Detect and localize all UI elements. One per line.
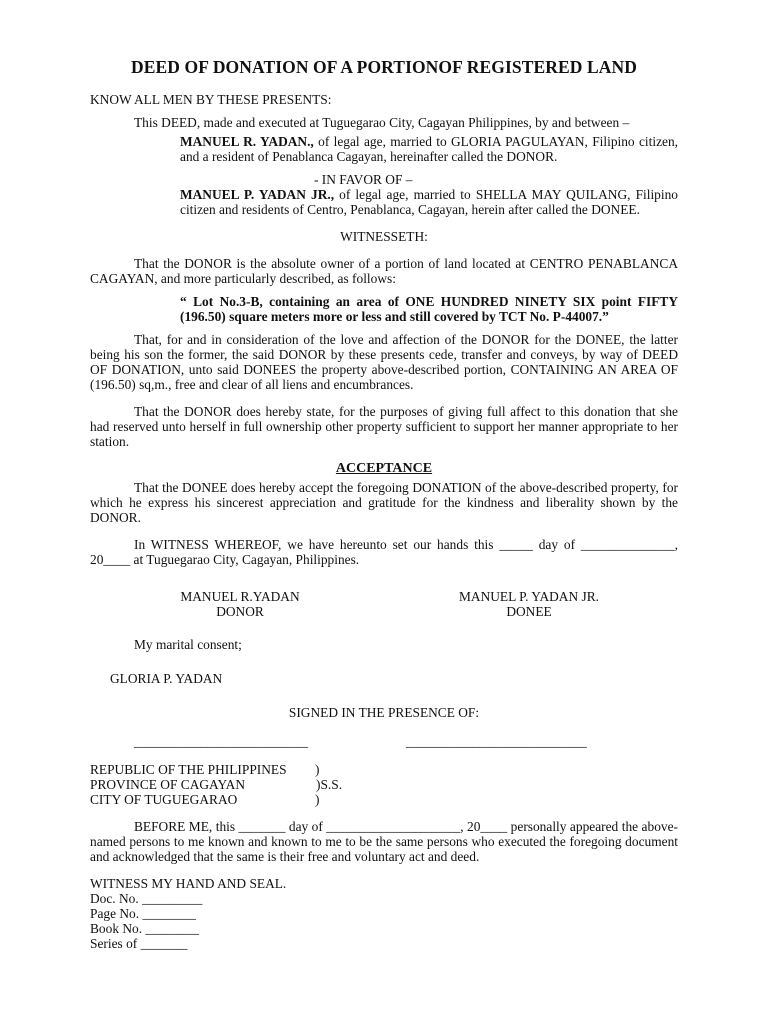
witness-hand-and-seal: WITNESS MY HAND AND SEAL. — [90, 876, 287, 891]
witness-line-left: __________________________ — [134, 734, 309, 749]
spouse-name: GLORIA P. YADAN — [110, 671, 223, 686]
venue-province-mark: )S.S. — [316, 777, 343, 792]
venue-country-mark: ) — [315, 762, 320, 777]
book-no: Book No. ________ — [90, 921, 199, 936]
signature-block — [90, 589, 678, 619]
donee-name: MANUEL P. YADAN JR., — [180, 187, 335, 202]
witness-whereof-paragraph: In WITNESS WHEREOF, we have hereunto set our hands this _____ day of ______________, 20____ at Tuguegarao City, Cagayan, Philippines. — [90, 537, 678, 567]
witnesseth-heading: WITNESSETH: — [340, 229, 428, 244]
donor-paragraph — [180, 134, 678, 164]
acceptance-paragraph: That the DONEE does hereby accept the foregoing DONATION of the above-described property, for which he express his sincerest appreciation and gratitude for the kindness and liberality shown by the DONOR. — [90, 480, 678, 525]
donor-description: of legal age, married to GLORIA PAGULAYAN, Filipino citizen, and a resident of Penablanca Cagayan, hereinafter called the DONOR. — [180, 134, 678, 164]
page-no: Page No. ________ — [90, 906, 197, 921]
consideration-paragraph: That, for and in consideration of the love and affection of the DONOR for the DONEE, the latter being his son the former, the said DONOR by these presents cede, transfer and conveys, by way of DEED OF DONATION, unto said DONEES the property above-described portion, CONTAINING AN AREA OF (196.50) sq,m., free and clear of all liens and encumbrances. — [90, 332, 678, 392]
donee-signature-role: DONEE — [506, 604, 552, 619]
marital-consent: My marital consent; — [134, 637, 242, 652]
intro-paragraph: This DEED, made and executed at Tuguegarao City, Cagayan Philippines, by and between – — [134, 115, 630, 130]
deed-document — [90, 56, 678, 951]
witness-signature-lines — [90, 734, 678, 750]
doc-no: Doc. No. _________ — [90, 891, 203, 906]
lot-description: “ Lot No.3-B, containing an area of ONE HUNDRED NINETY SIX point FIFTY (196.50) square meters more or less and still covered by TCT No. P-44007.” — [180, 294, 678, 324]
reserved-paragraph: That the DONOR does hereby state, for the purposes of giving full affect to this donation that she had reserved unto herself in full ownership other property sufficient to support her manner appropriate to her station. — [90, 404, 678, 449]
venue-city-mark: ) — [315, 792, 320, 807]
witness-line-right: ___________________________ — [406, 734, 587, 749]
before-me-paragraph: BEFORE ME, this _______ day of ____________________, 20____ personally appeared the above-named persons to me known and known to me to be the same persons who executed the foregoing document and acknowledged that the same is their free and voluntary act and deed. — [90, 819, 678, 864]
know-all-men: KNOW ALL MEN BY THESE PRESENTS: — [90, 92, 332, 107]
series-of: Series of _______ — [90, 936, 188, 951]
donor-signature-role: DONOR — [216, 604, 264, 619]
venue-country: REPUBLIC OF THE PHILIPPINES — [90, 762, 287, 777]
donee-signature — [456, 589, 602, 619]
donee-paragraph — [180, 187, 678, 217]
in-favor-of: - IN FAVOR OF – — [314, 172, 413, 187]
venue-province: PROVINCE OF CAGAYAN — [90, 777, 246, 792]
owner-paragraph: That the DONOR is the absolute owner of a portion of land located at CENTRO PENABLANCA CAGAYAN, and more particularly described, as follows: — [90, 256, 678, 286]
acceptance-heading: ACCEPTANCE — [335, 461, 433, 476]
document-title: DEED OF DONATION OF A PORTIONOF REGISTERED LAND — [131, 57, 637, 77]
donee-signature-name: MANUEL P. YADAN JR. — [459, 589, 599, 604]
donor-signature — [180, 589, 300, 619]
donor-name: MANUEL R. YADAN., — [180, 134, 314, 149]
donor-signature-name: MANUEL R.YADAN — [180, 589, 300, 604]
donee-description: of legal age, married to SHELLA MAY QUILANG, Filipino citizen and residents of Centro, Penablanca, Cagayan, herein after called the DONEE. — [180, 187, 678, 217]
venue-city: CITY OF TUGUEGARAO — [90, 792, 238, 807]
signed-in-presence: SIGNED IN THE PRESENCE OF: — [288, 705, 480, 720]
venue-block — [90, 762, 678, 807]
